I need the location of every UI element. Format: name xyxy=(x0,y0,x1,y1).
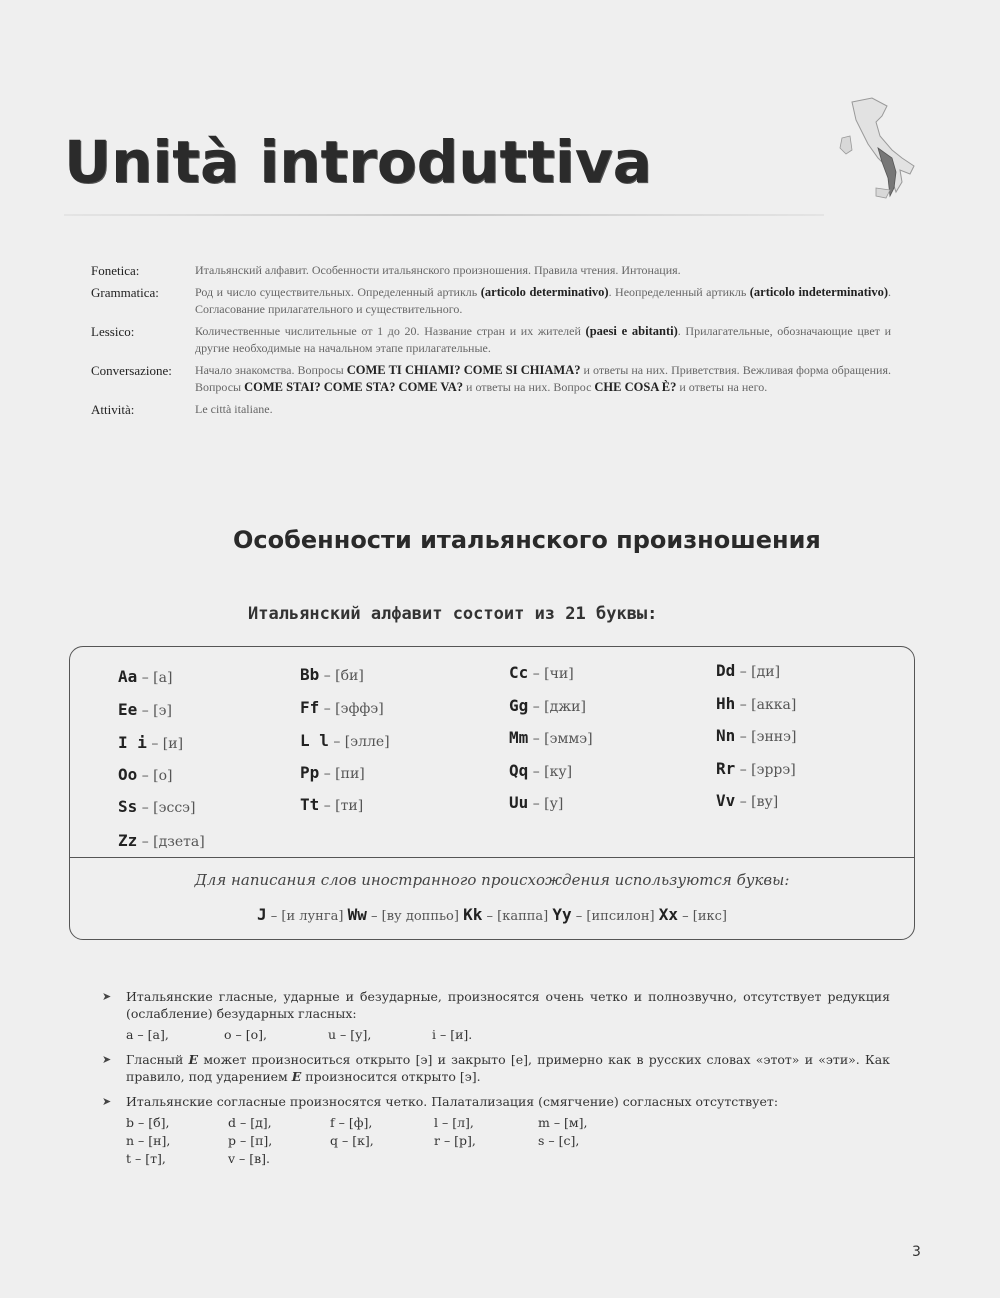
letter-pronunciation: – [джи] xyxy=(532,699,586,715)
letter-pronunciation: – [акка] xyxy=(739,697,797,713)
letter-pronunciation: – [ку] xyxy=(532,764,573,780)
letter-glyph: Vv xyxy=(716,791,736,810)
letter-pronunciation: – [эффэ] xyxy=(323,701,384,717)
letter-glyph: J xyxy=(256,905,267,924)
letter-glyph: Dd xyxy=(716,661,736,680)
letter-pronunciation: – [а] xyxy=(141,670,173,686)
pronunciation-rules xyxy=(102,988,890,1175)
syllabus xyxy=(91,262,891,423)
letter-pronunciation: – [эссэ] xyxy=(141,800,196,816)
letter-pronunciation: – [ву доппьо] xyxy=(371,909,459,924)
page-number: 3 xyxy=(912,1244,921,1260)
letter-glyph: Ss xyxy=(118,797,138,816)
example: v – [в]. xyxy=(228,1151,271,1166)
letter-glyph: Ee xyxy=(118,700,138,719)
example: f – [ф], xyxy=(330,1115,373,1130)
text-run: . Согласование прилагательного и существительного. xyxy=(195,285,892,316)
letter-glyph: Rr xyxy=(716,759,736,778)
alphabet-letter xyxy=(300,731,390,750)
alphabet-box xyxy=(69,646,915,940)
letter-pronunciation: – [би] xyxy=(323,668,364,684)
letter-glyph: Aa xyxy=(118,667,138,686)
example: b – [б], xyxy=(126,1115,170,1130)
example: r – [р], xyxy=(434,1133,476,1148)
syllabus-label: Conversazione: xyxy=(91,363,172,378)
example: t – [т], xyxy=(126,1151,166,1166)
letter-glyph: Cc xyxy=(509,663,529,682)
text-run: и ответы на него. xyxy=(679,380,768,394)
text-run: и ответы на них. Приветствия. Вежливая форма обращения. Вопросы xyxy=(195,363,891,394)
syllabus-row xyxy=(91,362,891,396)
emphasis-letter: E xyxy=(188,1052,199,1067)
letter-pronunciation: – [ти] xyxy=(323,798,364,814)
box-divider xyxy=(70,857,914,858)
alphabet-letter xyxy=(118,700,172,719)
text-run: Род и число существительных. Определенный артикль xyxy=(195,285,478,299)
alphabet-letter xyxy=(716,759,796,778)
letter-pronunciation: – [ву] xyxy=(739,794,779,810)
syllabus-label: Attività: xyxy=(91,402,135,417)
syllabus-label: Grammatica: xyxy=(91,285,159,300)
syllabus-text xyxy=(195,362,891,396)
rule-item xyxy=(102,1051,890,1085)
alphabet-letter xyxy=(509,728,593,747)
letter-glyph: L l xyxy=(300,731,329,750)
italy-map-icon xyxy=(832,92,922,202)
arrow-bullet-icon: ➤ xyxy=(102,1095,112,1108)
foreign-letters-note: Для написания слов иностранного происхождения используются буквы: xyxy=(194,871,790,889)
term: (paesi e abitanti) xyxy=(585,324,678,338)
syllabus-label: Lessico: xyxy=(91,324,135,339)
arrow-bullet-icon: ➤ xyxy=(102,1053,112,1066)
letter-glyph: Hh xyxy=(716,694,736,713)
example: i – [и]. xyxy=(432,1027,473,1042)
arrow-bullet-icon: ➤ xyxy=(102,990,112,1003)
syllabus-label: Fonetica: xyxy=(91,263,140,278)
alphabet-letter xyxy=(716,726,796,745)
letter-pronunciation: – [эррэ] xyxy=(739,762,796,778)
alphabet-letter xyxy=(509,663,574,682)
title-divider xyxy=(64,214,824,216)
text-run: произносится открыто [э]. xyxy=(305,1069,481,1084)
letter-glyph: Pp xyxy=(300,763,320,782)
term: COME TI CHIAMI? COME SI CHIAMA? xyxy=(346,363,581,377)
alphabet-letter xyxy=(118,765,173,784)
letter-pronunciation: – [элле] xyxy=(333,734,390,750)
example: u – [у], xyxy=(328,1027,372,1042)
text-run: Количественные числительные от 1 до 20. Название стран и их жителей xyxy=(195,324,581,338)
foreign-letters xyxy=(70,905,914,924)
letter-pronunciation: – [чи] xyxy=(532,666,574,682)
text-run: Гласный xyxy=(126,1052,184,1067)
letter-pronunciation: – [эннэ] xyxy=(739,729,797,745)
letter-pronunciation: – [дзета] xyxy=(141,834,205,850)
text-run: Начало знакомства. Вопросы xyxy=(195,363,344,377)
rule-item xyxy=(102,988,890,1043)
syllabus-text xyxy=(195,284,891,318)
letter-glyph: Yy xyxy=(552,905,572,924)
alphabet-letter xyxy=(118,667,172,686)
alphabet-letter xyxy=(509,761,572,780)
example: s – [с], xyxy=(538,1133,580,1148)
text-run: . Прилагательные, обозначающие цвет и другие необходимые на начальном этапе прилагательные. xyxy=(195,324,891,355)
example: n – [н], xyxy=(126,1133,171,1148)
example: m – [м], xyxy=(538,1115,588,1130)
letter-pronunciation: – [ипсилон] xyxy=(575,909,655,924)
rule-description: Итальянские согласные произносятся четко. Палатализация (смягчение) согласных отсутствует: xyxy=(126,1094,779,1109)
alphabet-letter xyxy=(118,797,195,816)
syllabus-text: Итальянский алфавит. Особенности итальянского произношения. Правила чтения. Интонация. xyxy=(195,263,681,277)
section-title: Особенности итальянского произношения xyxy=(233,526,821,554)
alphabet-letter xyxy=(509,696,586,715)
letter-glyph: Tt xyxy=(300,795,320,814)
syllabus-row xyxy=(91,262,891,279)
letter-glyph: Qq xyxy=(509,761,529,780)
letter-pronunciation: – [э] xyxy=(141,703,172,719)
term: CHE COSA È? xyxy=(594,380,677,394)
text-run: и ответы на них. Вопрос xyxy=(466,380,592,394)
alphabet-letter xyxy=(300,763,365,782)
letter-pronunciation: – [эммэ] xyxy=(532,731,593,747)
alphabet-letter xyxy=(118,831,205,850)
rule-text xyxy=(126,1051,890,1085)
letter-glyph: I i xyxy=(118,733,147,752)
letter-glyph: Uu xyxy=(509,793,529,812)
alphabet-letter xyxy=(300,698,384,717)
text-run: может произноситься открыто [э] и закрыто [е], примерно как в русских словах «этот» и «эти». Как правило, под ударением xyxy=(126,1052,890,1084)
term: COME STAI? COME STA? COME VA? xyxy=(244,380,464,394)
letter-pronunciation: – [ди] xyxy=(739,664,781,680)
rule-description: Итальянские гласные, ударные и безударные, произносятся очень четко и полнозвучно, отсутствует редукция (ослабление) безударных гласных: xyxy=(126,989,890,1021)
page-title: Unità introduttiva xyxy=(64,128,652,196)
letter-glyph: Oo xyxy=(118,765,138,784)
example: p – [п], xyxy=(228,1133,273,1148)
letter-glyph: Ff xyxy=(300,698,320,717)
letter-pronunciation: – [пи] xyxy=(323,766,365,782)
term: (articolo determinativo) xyxy=(480,285,609,299)
syllabus-row xyxy=(91,323,891,357)
rule-text xyxy=(126,1093,890,1167)
consonant-examples xyxy=(126,1114,890,1167)
letter-glyph: Gg xyxy=(509,696,529,715)
letter-pronunciation: – [икс] xyxy=(682,909,728,924)
alphabet-letter xyxy=(716,694,796,713)
example: d – [д], xyxy=(228,1115,272,1130)
example: q – [к], xyxy=(330,1133,374,1148)
example: l – [л], xyxy=(434,1115,474,1130)
syllabus-row xyxy=(91,401,891,418)
emphasis-letter: E xyxy=(291,1069,302,1084)
letter-pronunciation: – [и] xyxy=(151,736,184,752)
letter-glyph: Mm xyxy=(509,728,529,747)
alphabet-title: Итальянский алфавит состоит из 21 буквы: xyxy=(248,604,658,624)
text-run: . Неопределенный артикль xyxy=(608,285,747,299)
vowel-examples xyxy=(126,1026,890,1043)
example: o – [о], xyxy=(224,1027,267,1042)
alphabet-letter xyxy=(509,793,563,812)
letter-glyph: Nn xyxy=(716,726,736,745)
letter-pronunciation: – [у] xyxy=(532,796,564,812)
alphabet-letter xyxy=(118,733,183,752)
letter-pronunciation: – [о] xyxy=(141,768,173,784)
rule-text xyxy=(126,988,890,1043)
syllabus-text: Le città italiane. xyxy=(195,402,273,416)
syllabus-row xyxy=(91,284,891,318)
example: a – [а], xyxy=(126,1027,169,1042)
letter-glyph: Zz xyxy=(118,831,138,850)
rule-item xyxy=(102,1093,890,1167)
alphabet-letter xyxy=(716,791,778,810)
letter-glyph: Bb xyxy=(300,665,320,684)
alphabet-letter xyxy=(300,795,363,814)
term: (articolo indeterminativo) xyxy=(749,285,889,299)
letter-glyph: Ww xyxy=(347,905,367,924)
letter-pronunciation: – [и лунга] xyxy=(270,909,344,924)
alphabet-letter xyxy=(300,665,364,684)
alphabet-letter xyxy=(716,661,780,680)
syllabus-text xyxy=(195,323,891,357)
letter-glyph: Kk xyxy=(463,905,483,924)
letter-pronunciation: – [каппа] xyxy=(486,909,549,924)
letter-glyph: Xx xyxy=(658,905,679,924)
